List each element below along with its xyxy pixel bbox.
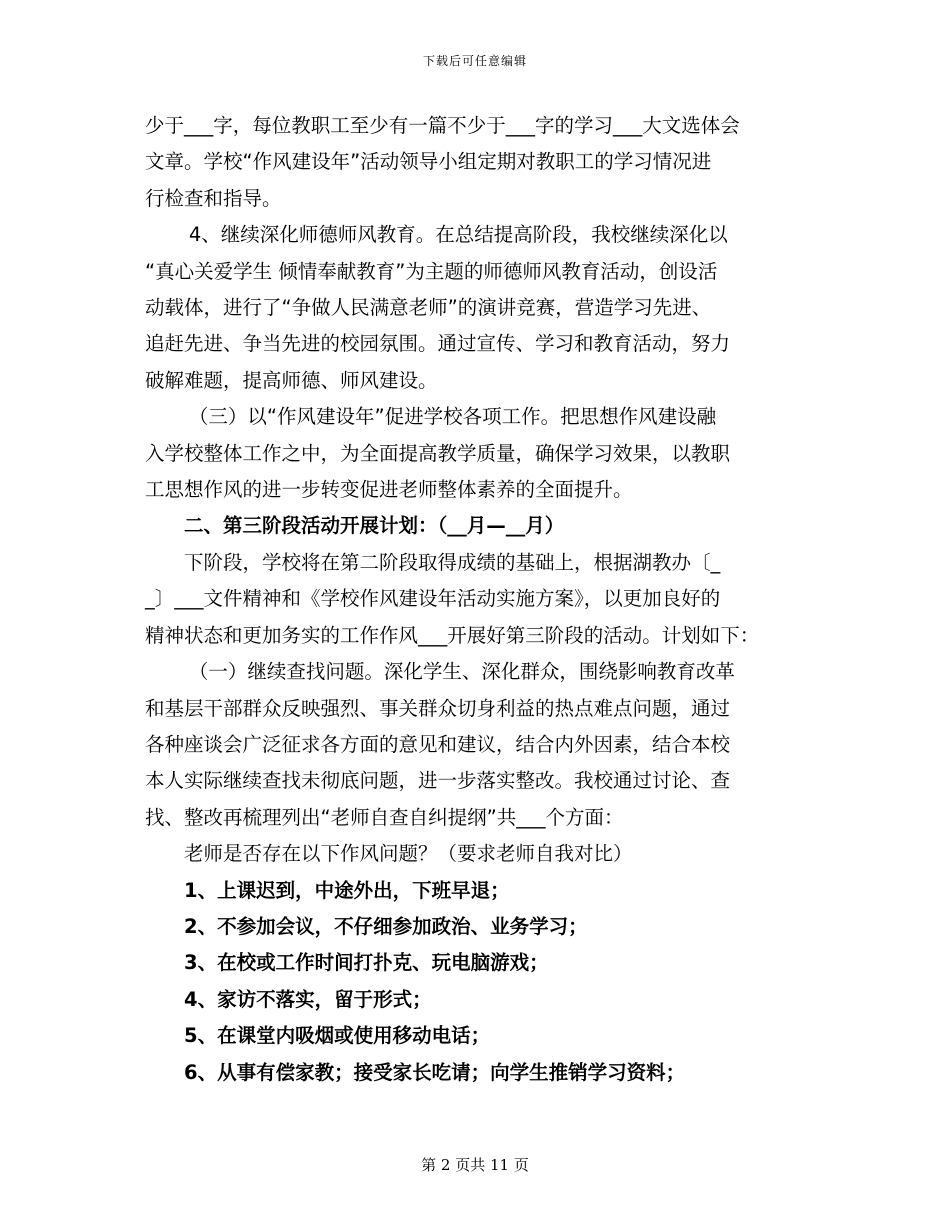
page-footer: 第 2 页共 11 页	[421, 1156, 529, 1174]
list-item: 6、从事有偿家教；接受家长吃请；向学生推销学习资料；	[184, 1060, 686, 1084]
text-line: “真心关爱学生 倾情奉献教育”为主题的师德师风教育活动，创设活	[145, 259, 718, 283]
document-body	[145, 108, 825, 1091]
text-line: 找、整改再梳理列出“老师自查自纠提纲”共___个方面：	[145, 805, 624, 829]
text-line: 各种座谈会广泛征求各方面的意见和建议，结合内外因素，结合本校	[145, 732, 731, 756]
text-line: 文章。学校“作风建设年”活动领导小组定期对教职工的学习情况进	[145, 150, 712, 174]
text-line: 工思想作风的进一步转变促进老师整体素养的全面提升。	[145, 478, 633, 502]
text-line: 追赶先进、争当先进的校园氛围。通过宣传、学习和教育活动，努力	[145, 332, 731, 356]
text-line: 少于___字，每位教职工至少有一篇不少于___字的学习___大文选体会	[145, 114, 740, 137]
text-line: 老师是否存在以下作风问题？（要求老师自我对比）	[184, 842, 633, 866]
text-line: _〕___文件精神和《学校作风建设年活动实施方案》，以更加良好的	[145, 587, 721, 611]
list-item: 4、家访不落实，留于形式；	[184, 987, 432, 1011]
section-heading: 二、第三阶段活动开展计划：（__月—__月）	[184, 514, 565, 538]
text-line: （一）继续查找问题。深化学生、深化群众，围绕影响教育改革	[188, 660, 735, 684]
text-line: 破解难题，提高师德、师风建设。	[145, 368, 438, 392]
text-line: 行检查和指导。	[145, 186, 282, 210]
list-item: 1、上课迟到，中途外出，下班早退；	[184, 878, 510, 902]
text-line: （三）以“作风建设年”促进学校各项工作。把思想作风建设融	[188, 405, 717, 429]
text-line: 精神状态和更加务实的工作作风___开展好第三阶段的活动。计划如下：	[145, 623, 760, 647]
list-item: 2、不参加会议，不仔细参加政治、业务学习；	[184, 914, 588, 938]
text-line: 动载体，进行了“争做人民满意老师”的演讲竞赛，营造学习先进、	[145, 296, 712, 320]
page-header: 下载后可任意编辑	[422, 54, 527, 68]
text-line: 和基层干部群众反映强烈、事关群众切身利益的热点难点问题，通过	[145, 696, 731, 720]
list-item: 3、在校或工作时间打扑克、玩电脑游戏；	[184, 951, 549, 975]
text-line: 入学校整体工作之中，为全面提高教学质量，确保学习效果，以教职	[145, 441, 731, 465]
list-item: 5、在课堂内吸烟或使用移动电话；	[184, 1024, 491, 1048]
text-line: 下阶段，学校将在第二阶段取得成绩的基础上，根据湖教办〔_	[184, 550, 721, 574]
text-line: 本人实际继续查找未彻底问题，进一步落实整改。我校通过讨论、查	[145, 769, 731, 793]
text-line: 4、继续深化师德师风教育。在总结提高阶段，我校继续深化以	[188, 223, 728, 247]
